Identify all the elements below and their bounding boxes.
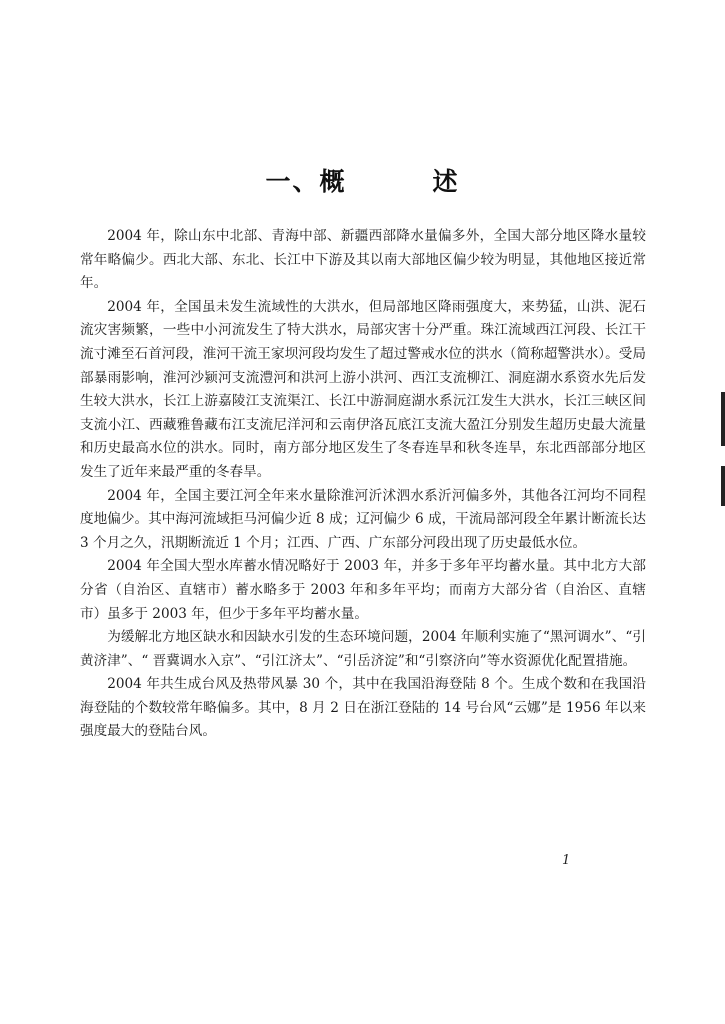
- paragraph-floods: 2004 年，全国虽未发生流域性的大洪水，但局部地区降雨强度大，来势猛，山洪、泥石流灾害频繁，一些中小河流发生了特大洪水，局部灾害十分严重。珠江流域西江河段、长江干流寸滩至石首河段，淮河干流王家坝河段均发生了超过警戒水位的洪水（简称超警洪水）。受局部暴雨影响，淮河沙颍河支流澧河和洪河上游小洪河、西江支流柳江、洞庭湖水系资水先后发生较大洪水，长江上游嘉陵江支流渠江、长江中游洞庭湖水系沅江发生大洪水，长江三峡区间支流小江、西藏雅鲁藏布江支流尼洋河和云南伊洛瓦底江支流大盈江分别发生超历史最大流量和历史最高水位的洪水。同时，南方部分地区发生了冬春连旱和秋冬连旱，东北西部部分地区发生了近年来最严重的冬春旱。: [80, 298, 646, 480]
- paragraph-runoff: 2004 年，全国主要江河全年来水量除淮河沂沭泗水系沂河偏多外，其他各江河均不同程度地偏少。其中海河流域拒马河偏少近 8 成；辽河偏少 6 成，干流局部河段全年累计断流长达 3 个月之久，汛期断流近 1 个月；江西、广西、广东部分河段出现了历史最低水位。: [80, 487, 646, 551]
- scan-edge-mark: [721, 466, 725, 506]
- section-title: [0, 162, 725, 198]
- page-number: 1: [562, 853, 571, 868]
- paragraph-rainfall: 2004 年，除山东中北部、青海中部、新疆西部降水量偏多外，全国大部分地区降水量较常年略偏少。西北大部、东北、长江中下游及其以南大部地区偏少较为明显，其他地区接近常年。: [80, 228, 646, 292]
- scan-edge-mark: [721, 392, 725, 446]
- paragraph-reservoir: 2004 年全国大型水库蓄水情况略好于 2003 年，并多于多年平均蓄水量。其中北方大部分省（自治区、直辖市）蓄水略多于 2003 年和多年平均；而南方大部分省（自治区、直辖市）虽多于 2003 年，但少于多年平均蓄水量。: [80, 558, 646, 622]
- body-text: [80, 225, 646, 744]
- section-title-number: 一、: [265, 166, 320, 196]
- section-title-part2: 述: [432, 166, 460, 196]
- paragraph-typhoon: 2004 年共生成台风及热带风暴 30 个，其中在我国沿海登陆 8 个。生成个数和在我国沿海登陆的个数较常年略偏多。其中，8 月 2 日在浙江登陆的 14 号台风“云娜”是 1956 年以来强度最大的登陆台风。: [80, 676, 646, 740]
- paragraph-water-transfer: 为缓解北方地区缺水和因缺水引发的生态环境问题，2004 年顺利实施了“黑河调水”、“引黄济津”、“ 晋冀调水入京”、“引江济太”、“引岳济淀”和“引察济向”等水资源优化配置措施。: [80, 629, 646, 669]
- section-title-part1: 概: [319, 166, 347, 196]
